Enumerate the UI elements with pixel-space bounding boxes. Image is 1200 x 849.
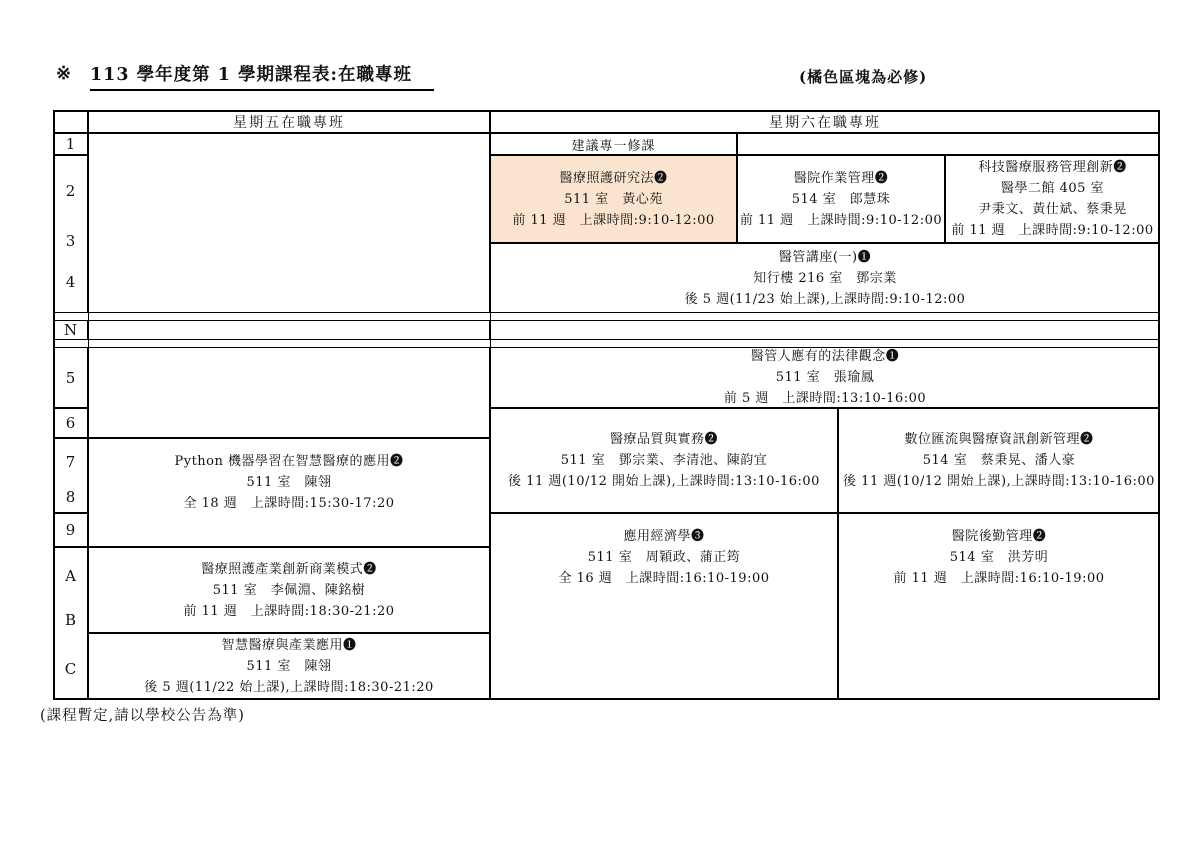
course-time: 前 5 週 上課時間:13:10-16:00 [723, 391, 927, 406]
course-room: 514 室 郎慧珠 [791, 191, 891, 207]
row-label-text: 3 [65, 232, 76, 250]
row-label-text: 4 [65, 273, 76, 291]
row-label-text: 6 [65, 414, 76, 432]
course-room: 514 室 蔡秉晃、潘人豪 [922, 453, 1076, 468]
course-title: 醫院後勤管理❷ [951, 529, 1047, 544]
row-label-group-ABC [53, 547, 88, 700]
course-time: 全 18 週 上課時間:15:30-17:20 [183, 496, 395, 511]
course-title: 醫療照護研究法❷ [559, 170, 668, 186]
course-room: 醫學二館 405 室 [1000, 181, 1105, 196]
course-room: 511 室 陳翎 [246, 475, 332, 490]
row-label-group-234 [53, 155, 88, 313]
course-cell-seminar [490, 243, 1160, 313]
course-room: 知行樓 216 室 鄧宗業 [753, 270, 897, 286]
course-time: 後 11 週(10/12 開始上課),上課時間:13:10-16:00 [843, 474, 1155, 489]
header-friday-label: 星期五在職專班 [233, 114, 345, 131]
row-label-6 [53, 408, 88, 438]
timetable [53, 110, 1160, 700]
course-title: 智慧醫療與產業應用❶ [221, 638, 357, 653]
row-label-text: 8 [65, 488, 76, 506]
course-title: 數位匯流與醫療資訊創新管理❷ [904, 432, 1094, 447]
row-label-1 [53, 133, 88, 155]
saturday-note-empty-cell [737, 133, 1160, 155]
friday-empty-morning [88, 133, 490, 313]
course-time: 前 11 週 上課時間:9:10-12:00 [739, 212, 943, 228]
course-teachers: 尹秉文、黃仕斌、蔡秉晃 [978, 202, 1127, 217]
row-label-group-78 [53, 438, 88, 513]
page-title: 113 學年度第 1 學期課程表:在職專班 [90, 61, 434, 91]
footer-note: (課程暫定,請以學校公告為準) [40, 708, 245, 724]
course-cell-digital [838, 408, 1160, 513]
header-friday [88, 110, 490, 133]
required-color-note: (橘色區塊為必修) [799, 68, 928, 86]
saturday-note-cell [490, 133, 737, 155]
row-label-N [53, 320, 88, 340]
row-label-text: 1 [65, 135, 76, 153]
row-label-text: 2 [65, 182, 76, 200]
row-label-text: B [64, 611, 77, 629]
title-marker: ※ [56, 63, 72, 84]
course-room: 511 室 鄧宗業、李清池、陳韵宜 [560, 453, 768, 468]
saturday-note-text: 建議專一修課 [571, 138, 656, 154]
course-cell-tech-innovation [945, 155, 1160, 243]
course-time: 後 11 週(10/12 開始上課),上課時間:13:10-16:00 [508, 474, 820, 489]
header-saturday-label: 星期六在職專班 [769, 114, 881, 131]
course-title: 醫療照護產業創新商業模式❷ [201, 561, 377, 577]
course-time: 後 5 週(11/23 始上課),上課時間:9:10-12:00 [684, 291, 966, 307]
course-title: 醫管人應有的法律觀念❶ [750, 349, 900, 364]
course-time: 前 11 週 上課時間:16:10-19:00 [893, 571, 1105, 586]
course-title: 醫療品質與實務❷ [609, 432, 718, 447]
course-cell-logistics [838, 513, 1160, 700]
course-cell-business-model [88, 547, 490, 633]
course-room: 511 室 張瑜鳳 [775, 370, 875, 385]
grid-line [88, 313, 89, 320]
course-cell-quality [490, 408, 838, 513]
course-cell-hospital-ops [737, 155, 945, 243]
course-cell-smart-medical [88, 633, 490, 700]
row-label-text: 5 [65, 368, 76, 387]
noon-row-saturday [490, 320, 1160, 340]
row-label-9 [53, 513, 88, 547]
row-label-text: N [63, 321, 78, 339]
course-time: 全 16 週 上課時間:16:10-19:00 [558, 571, 770, 586]
grid-line [88, 340, 89, 347]
course-cell-research [490, 155, 737, 243]
noon-row-friday [88, 320, 490, 340]
row-label-text: C [64, 660, 77, 678]
course-room: 511 室 陳翎 [246, 659, 332, 674]
grid-line [490, 340, 491, 347]
course-time: 前 11 週 上課時間:18:30-21:20 [183, 603, 395, 619]
course-title: 醫管講座(一)❶ [778, 249, 872, 265]
course-title: 科技醫療服務管理創新❷ [978, 160, 1127, 175]
course-cell-econ [490, 513, 838, 700]
grid-line [490, 313, 491, 320]
course-time: 前 11 週 上課時間:9:10-12:00 [512, 212, 715, 228]
course-cell-python [88, 438, 490, 547]
course-title: 醫院作業管理❷ [793, 170, 889, 186]
course-cell-law [490, 347, 1160, 408]
friday-empty-afternoon [88, 347, 490, 438]
row-label-text: A [65, 567, 76, 585]
course-title: Python 機器學習在智慧醫療的應用❷ [174, 454, 404, 469]
course-time: 前 11 週 上課時間:9:10-12:00 [951, 223, 1154, 238]
course-room: 511 室 周穎政、蒲正筠 [587, 550, 741, 565]
course-title: 應用經濟學❸ [623, 529, 705, 544]
course-time: 後 5 週(11/22 始上課),上課時間:18:30-21:20 [144, 680, 434, 695]
course-room: 511 室 黃心苑 [564, 191, 663, 207]
row-label-text: 7 [65, 453, 76, 471]
row-label-text: 9 [65, 521, 76, 539]
course-room: 511 室 李佩淵、陳銘樹 [212, 582, 366, 598]
course-room: 514 室 洪芳明 [949, 550, 1049, 565]
header-corner-cell [53, 110, 88, 133]
row-label-5 [53, 347, 88, 408]
header-saturday [490, 110, 1160, 133]
